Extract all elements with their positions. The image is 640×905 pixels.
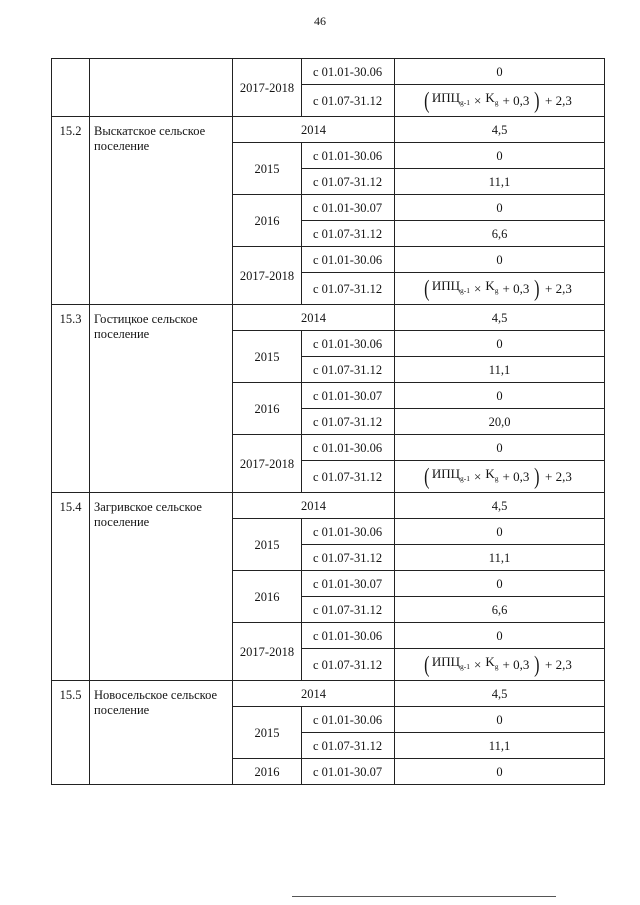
formula-times [474, 94, 481, 108]
formula-tail [545, 282, 572, 296]
value-cell: 6,6 [395, 221, 605, 247]
value-cell: 11,1 [395, 545, 605, 571]
year-cell: 2017-2018 [233, 435, 302, 493]
formula-close-paren-text: ) [534, 275, 540, 301]
period-cell: с 01.01-30.07 [302, 759, 395, 785]
settlement-name-cell [90, 59, 233, 117]
period-cell: с 01.01-30.06 [302, 247, 395, 273]
row-number-cell: 15.3 [52, 305, 90, 493]
indexation-formula [423, 275, 576, 301]
value-cell: 11,1 [395, 169, 605, 195]
formula-ipc-subscript: g-1 [460, 474, 470, 483]
period-cell: с 01.01-30.06 [302, 623, 395, 649]
formula-k-subscript: g [494, 474, 499, 483]
value-cell: 20,0 [395, 409, 605, 435]
value-cell: 4,5 [395, 681, 605, 707]
period-cell: с 01.07-31.12 [302, 357, 395, 383]
period-cell: с 01.07-31.12 [302, 545, 395, 571]
formula-ipc-subscript: g-1 [460, 98, 470, 107]
period-cell: с 01.01-30.06 [302, 143, 395, 169]
value-cell: 6,6 [395, 597, 605, 623]
formula-plus-inner-text: + 0,3 [502, 656, 530, 672]
year-cell: 2015 [233, 331, 302, 383]
formula-ipc-text: ИПЦ [431, 654, 460, 669]
formula-tail [545, 470, 572, 484]
table-row [52, 493, 605, 519]
period-cell: с 01.01-30.07 [302, 383, 395, 409]
formula-ipc-text: ИПЦ [431, 90, 460, 105]
formula-close-paren [534, 87, 540, 113]
formula-open-paren [424, 463, 430, 489]
period-cell: с 01.01-30.06 [302, 59, 395, 85]
value-cell: 0 [395, 623, 605, 649]
period-cell: с 01.01-30.07 [302, 195, 395, 221]
value-cell: 0 [395, 331, 605, 357]
year-cell: 2014 [233, 681, 395, 707]
formula-close-paren [534, 463, 540, 489]
period-cell: с 01.07-31.12 [302, 273, 395, 305]
formula-open-paren-text: ( [424, 651, 430, 677]
period-cell: с 01.07-31.12 [302, 409, 395, 435]
formula-open-paren-text: ( [424, 463, 430, 489]
period-cell: с 01.01-30.07 [302, 571, 395, 597]
table-row [52, 59, 605, 85]
year-cell: 2014 [233, 117, 395, 143]
formula-ipc [432, 279, 470, 298]
settlement-name-cell: Новосельское сельское поселение [90, 681, 233, 785]
formula-open-paren [424, 87, 430, 113]
formula-times [474, 470, 481, 484]
year-cell: 2015 [233, 143, 302, 195]
formula-open-paren [424, 275, 430, 301]
formula-k-text: K [485, 278, 495, 293]
value-cell: 0 [395, 247, 605, 273]
formula-open-paren-text: ( [424, 275, 430, 301]
formula-tail-text: + 2,3 [545, 280, 572, 296]
formula-k [485, 467, 498, 486]
value-cell: 0 [395, 759, 605, 785]
settlement-name-cell: Загривское сельское поселение [90, 493, 233, 681]
value-cell: 0 [395, 59, 605, 85]
value-cell: 0 [395, 383, 605, 409]
period-cell: с 01.01-30.06 [302, 435, 395, 461]
formula-times-text: × [474, 656, 482, 672]
period-cell: с 01.07-31.12 [302, 461, 395, 493]
period-cell: с 01.07-31.12 [302, 649, 395, 681]
settlement-name-cell: Гостицкое сельское поселение [90, 305, 233, 493]
formula-plus-inner [502, 470, 529, 484]
formula-times-text: × [474, 92, 482, 108]
formula-close-paren-text: ) [534, 463, 540, 489]
formula-close-paren [534, 275, 540, 301]
value-cell: 0 [395, 195, 605, 221]
footer-rule [292, 896, 556, 897]
year-cell: 2016 [233, 571, 302, 623]
formula-times [474, 658, 481, 672]
row-number-cell: 15.2 [52, 117, 90, 305]
value-cell-formula [395, 461, 605, 493]
value-cell-formula [395, 273, 605, 305]
period-cell: с 01.07-31.12 [302, 733, 395, 759]
period-cell: с 01.07-31.12 [302, 597, 395, 623]
table-row [52, 117, 605, 143]
value-cell: 0 [395, 571, 605, 597]
formula-close-paren-text: ) [534, 87, 540, 113]
period-cell: с 01.01-30.06 [302, 707, 395, 733]
formula-ipc-subscript: g-1 [460, 662, 470, 671]
value-cell-formula [395, 85, 605, 117]
formula-times-text: × [474, 468, 482, 484]
value-cell: 4,5 [395, 493, 605, 519]
formula-close-paren-text: ) [534, 651, 540, 677]
year-cell: 2014 [233, 493, 395, 519]
indexation-formula [423, 463, 576, 489]
formula-times-text: × [474, 280, 482, 296]
year-cell: 2017-2018 [233, 623, 302, 681]
formula-tail-text: + 2,3 [545, 92, 572, 108]
period-cell: с 01.07-31.12 [302, 169, 395, 195]
formula-plus-inner [502, 658, 529, 672]
row-number-cell: 15.5 [52, 681, 90, 785]
formula-ipc [432, 467, 470, 486]
indexation-formula [423, 87, 576, 113]
formula-plus-inner [502, 282, 529, 296]
formula-ipc-subscript: g-1 [460, 286, 470, 295]
value-cell: 0 [395, 707, 605, 733]
formula-plus-inner-text: + 0,3 [502, 468, 530, 484]
value-cell-formula [395, 649, 605, 681]
row-number-cell [52, 59, 90, 117]
formula-k [485, 279, 498, 298]
formula-tail [545, 658, 572, 672]
period-cell: с 01.01-30.06 [302, 331, 395, 357]
formula-ipc-text: ИПЦ [431, 466, 460, 481]
formula-k [485, 91, 498, 110]
tariff-table [51, 58, 605, 785]
value-cell: 11,1 [395, 357, 605, 383]
formula-k-subscript: g [494, 286, 499, 295]
formula-ipc [432, 655, 470, 674]
value-cell: 0 [395, 143, 605, 169]
formula-k-subscript: g [494, 98, 499, 107]
formula-tail-text: + 2,3 [545, 468, 572, 484]
year-cell: 2015 [233, 707, 302, 759]
formula-tail-text: + 2,3 [545, 656, 572, 672]
formula-k [485, 655, 498, 674]
value-cell: 0 [395, 519, 605, 545]
period-cell: с 01.01-30.06 [302, 519, 395, 545]
formula-plus-inner-text: + 0,3 [502, 92, 530, 108]
indexation-formula [423, 651, 576, 677]
formula-k-text: K [485, 654, 495, 669]
formula-ipc-text: ИПЦ [431, 278, 460, 293]
formula-k-text: K [485, 90, 495, 105]
settlement-name-cell: Выскатское сельское поселение [90, 117, 233, 305]
value-cell: 11,1 [395, 733, 605, 759]
year-cell: 2017-2018 [233, 59, 302, 117]
year-cell: 2016 [233, 195, 302, 247]
table-row [52, 681, 605, 707]
year-cell: 2016 [233, 383, 302, 435]
formula-tail [545, 94, 572, 108]
formula-close-paren [534, 651, 540, 677]
year-cell: 2014 [233, 305, 395, 331]
formula-times [474, 282, 481, 296]
year-cell: 2017-2018 [233, 247, 302, 305]
period-cell: с 01.07-31.12 [302, 221, 395, 247]
formula-open-paren [424, 651, 430, 677]
year-cell: 2015 [233, 519, 302, 571]
value-cell: 0 [395, 435, 605, 461]
row-number-cell: 15.4 [52, 493, 90, 681]
formula-ipc [432, 91, 470, 110]
page-number: 46 [314, 14, 326, 28]
value-cell: 4,5 [395, 305, 605, 331]
formula-open-paren-text: ( [424, 87, 430, 113]
formula-plus-inner [502, 94, 529, 108]
year-cell: 2016 [233, 759, 302, 785]
formula-plus-inner-text: + 0,3 [502, 280, 530, 296]
table-row [52, 305, 605, 331]
formula-k-subscript: g [494, 662, 499, 671]
formula-k-text: K [485, 466, 495, 481]
period-cell: с 01.07-31.12 [302, 85, 395, 117]
value-cell: 4,5 [395, 117, 605, 143]
